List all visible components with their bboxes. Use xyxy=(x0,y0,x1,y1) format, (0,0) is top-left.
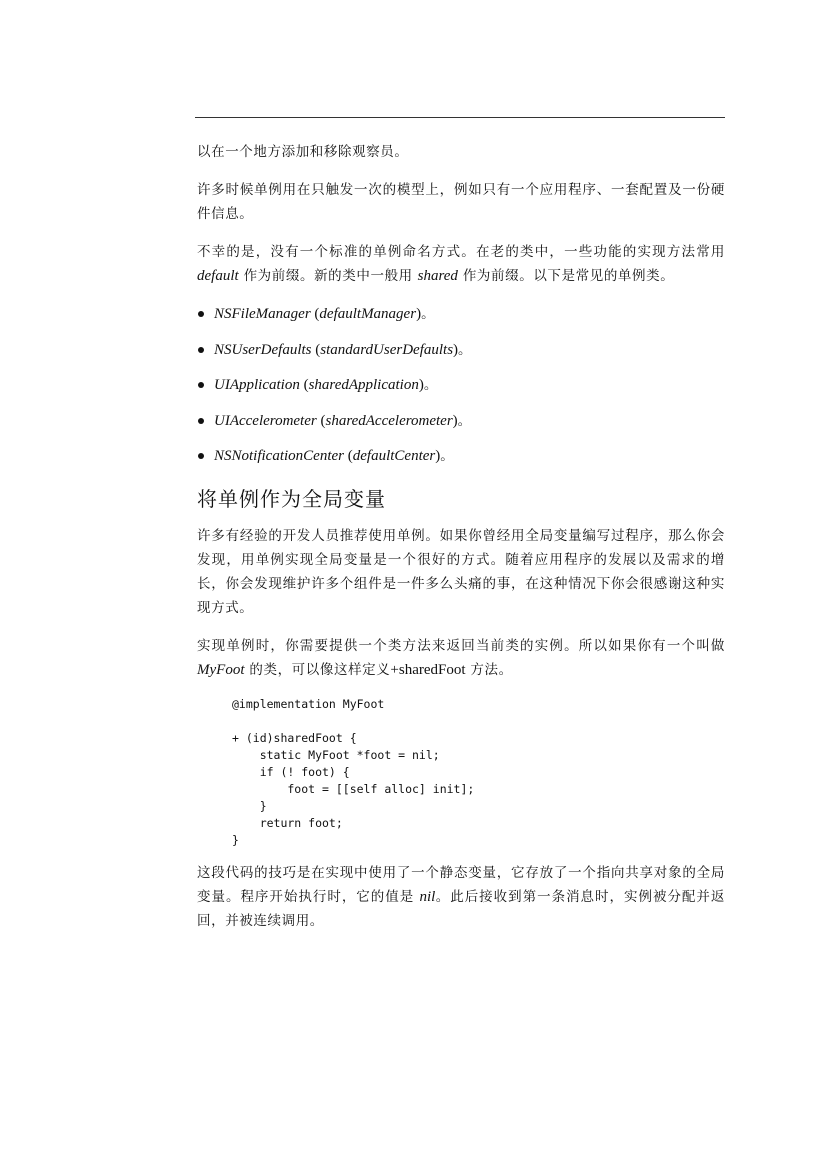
paragraph-explanation xyxy=(197,861,725,933)
code-block: @implementation MyFoot + (id)sharedFoot { static MyFoot *foot = nil; if (! foot) { foot = [[self alloc] init]; } return foot; } xyxy=(232,697,475,848)
period: 。 xyxy=(440,448,454,465)
text-run: 不幸的是，没有一个标准的单例命名方式。在老的类中，一些功能的实现方法常用 xyxy=(197,244,725,260)
paren: ) xyxy=(435,448,441,465)
list-item xyxy=(197,409,725,433)
class-myfoot: MyFoot xyxy=(197,662,245,679)
period: 。 xyxy=(421,306,435,322)
bullet-icon xyxy=(198,311,204,317)
period: 。 xyxy=(457,412,472,429)
paren: ( xyxy=(344,448,353,465)
paragraph-observers: 以在一个地方添加和移除观察员。 xyxy=(197,144,409,160)
list-item xyxy=(197,373,725,397)
method-name: standardUserDefaults xyxy=(320,341,454,358)
paragraph-naming xyxy=(197,240,725,288)
period: 。 xyxy=(423,377,438,394)
paren: ( xyxy=(311,341,321,358)
method-name: defaultManager xyxy=(319,306,417,322)
prefix-default: default xyxy=(197,268,239,284)
list-item xyxy=(197,302,725,326)
class-name: NSFileManager xyxy=(214,306,311,322)
value-nil: nil xyxy=(419,889,436,906)
class-name: UIAccelerometer xyxy=(214,412,317,429)
header-rule xyxy=(195,117,725,118)
paragraph-recommendation: 许多有经验的开发人员推荐使用单例。如果你曾经用全局变量编写过程序，那么你会发现，用单例实现全局变量是一个很好的方式。随着应用程序的发展以及需求的增长，你会发现维护许多个组件是一件多么头痛的事，在这种情况下你会很感谢这种实现方式。 xyxy=(197,528,725,617)
paren: ( xyxy=(299,377,309,394)
period: 。 xyxy=(458,341,472,358)
bullet-icon xyxy=(198,453,204,459)
paren: ( xyxy=(310,306,320,322)
section-heading: 将单例作为全局变量 xyxy=(197,487,386,512)
text-run: 作为前缀。新的类中一般用 xyxy=(238,268,418,284)
text-run: 方法。 xyxy=(465,662,513,679)
class-name: NSUserDefaults xyxy=(214,341,312,358)
paren: ( xyxy=(316,412,326,429)
paren: ) xyxy=(416,306,422,322)
paren: ) xyxy=(418,377,424,394)
prefix-shared: shared xyxy=(417,268,458,284)
text-run: 这段代码的技巧是在实现中使用了一个静态变量，它存放了一个指向共享对象的全局变量。程序开始执行时，它的值是 xyxy=(197,865,725,906)
text-run: 实现单例时，你需要提供一个类方法来返回当前类的实例。所以如果你有一个叫做 xyxy=(197,638,725,655)
method-name: defaultCenter xyxy=(352,448,436,465)
text-run: 的类，可以像这样定义 xyxy=(244,662,391,679)
method-name: sharedAccelerometer xyxy=(325,412,453,429)
class-name: UIApplication xyxy=(214,377,300,394)
list-item xyxy=(197,338,725,362)
class-name: NSNotificationCenter xyxy=(214,448,344,465)
bullet-icon xyxy=(198,418,204,424)
paren: ) xyxy=(452,412,458,429)
bullet-icon xyxy=(198,347,204,353)
method-sharedfoot: +sharedFoot xyxy=(390,662,466,679)
text-run: 。此后接收到第一条消息时，实例被分配并返回，并被连续调用。 xyxy=(197,889,725,930)
singleton-list xyxy=(197,302,725,468)
bullet-icon xyxy=(198,382,204,388)
paragraph-implementation xyxy=(197,634,725,682)
method-name: sharedApplication xyxy=(308,377,419,394)
list-item xyxy=(197,444,725,468)
paragraph-singleton-uses: 许多时候单例用在只触发一次的模型上，例如只有一个应用程序、一套配置及一份硬件信息。 xyxy=(197,182,725,222)
paren: ) xyxy=(453,341,459,358)
page-body xyxy=(197,140,725,947)
text-run: 作为前缀。以下是常见的单例类。 xyxy=(457,268,675,284)
